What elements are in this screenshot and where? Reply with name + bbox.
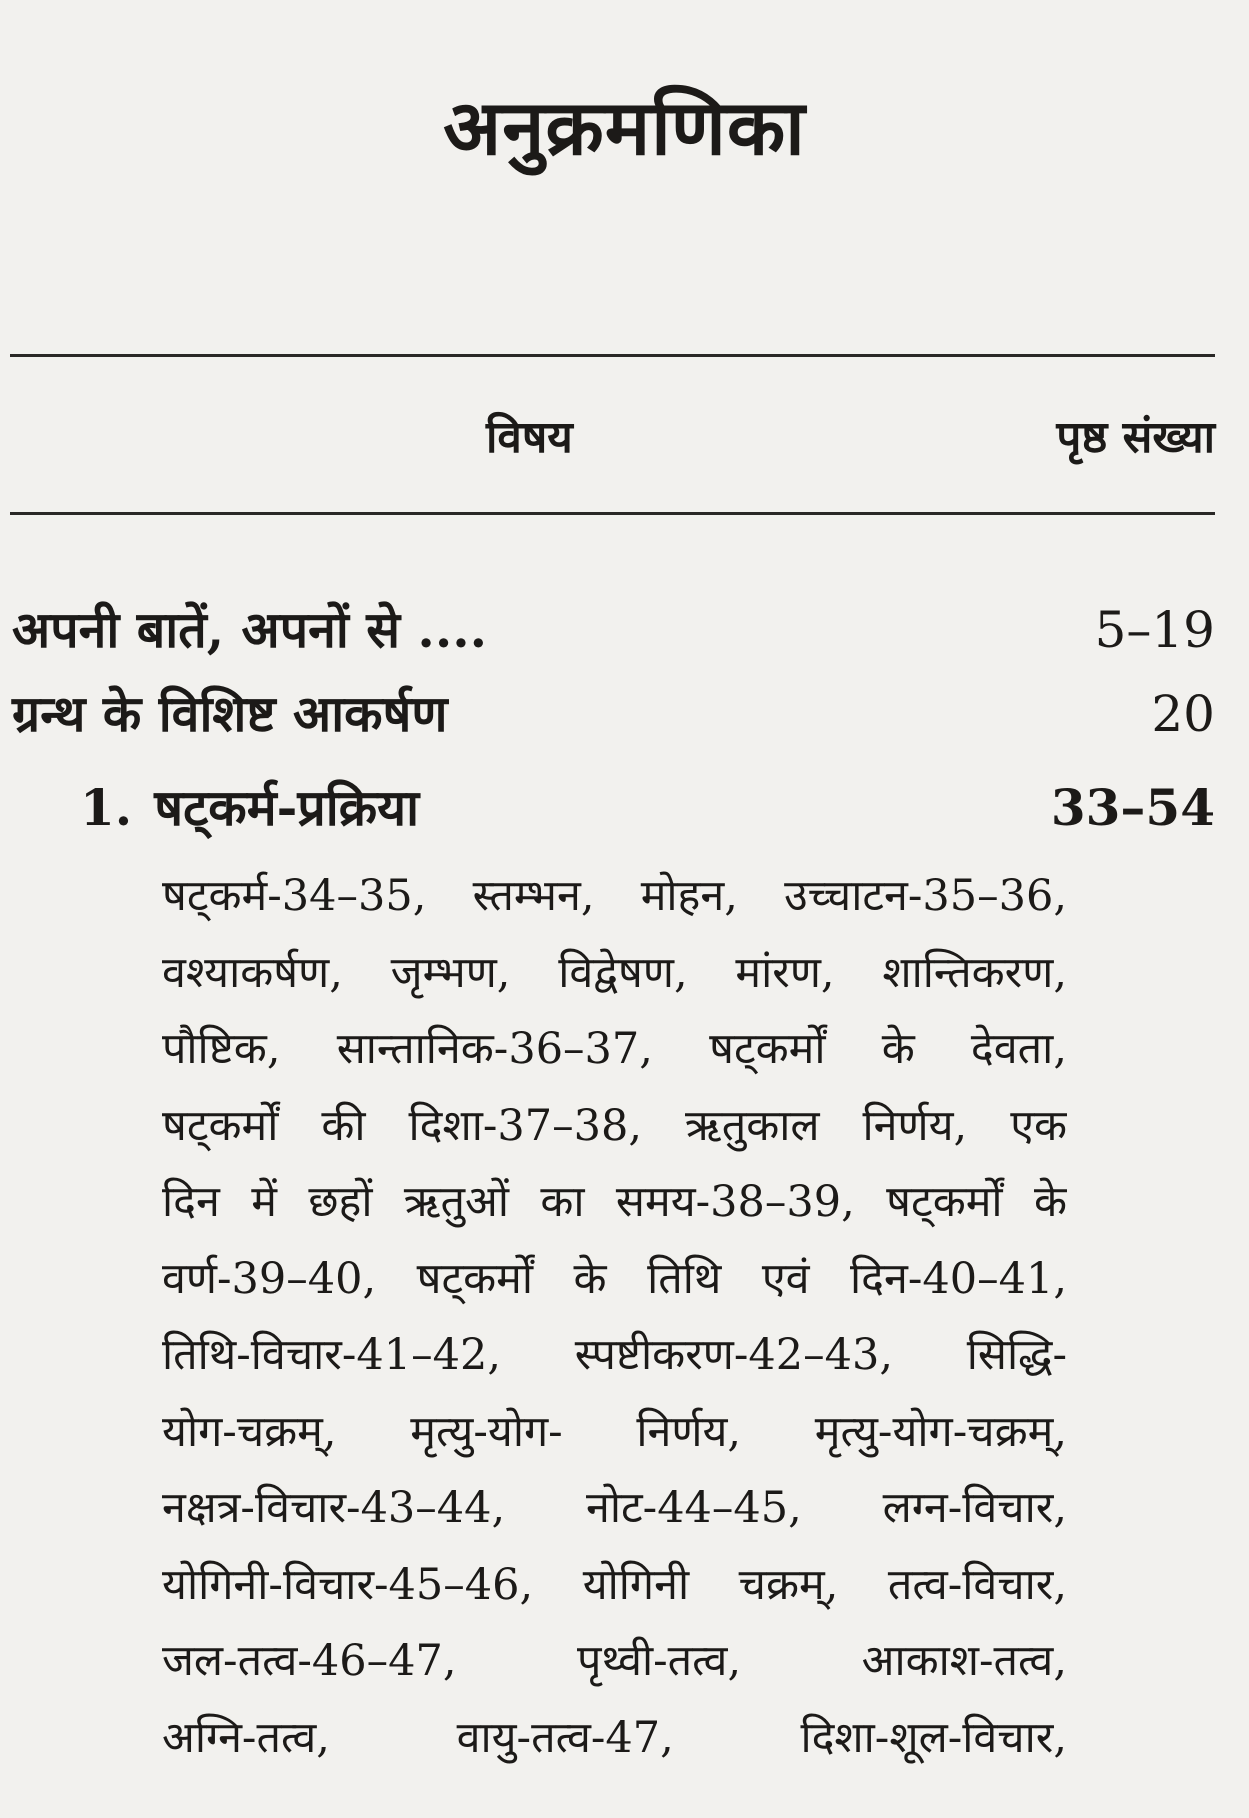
topic-line: वश्याकर्षण, जृम्भण, विद्वेषण, मांरण, शान्तिकरण, bbox=[162, 947, 1067, 998]
chapter-heading bbox=[80, 768, 419, 848]
index-entry bbox=[12, 592, 1215, 668]
topic-line: योग-चक्रम्, मृत्यु-योग- निर्णय, मृत्यु-योग-चक्रम्, bbox=[162, 1406, 1067, 1457]
topic-line: षट्कर्मों की दिशा-37–38, ऋतुकाल निर्णय, एक bbox=[162, 1100, 1067, 1151]
page-title: अनुक्रमणिका bbox=[443, 83, 806, 172]
entry-pages: 5–19 bbox=[1094, 601, 1215, 659]
chapter-pages: 33–54 bbox=[1050, 778, 1215, 837]
topic-line: योगिनी-विचार-45–46, योगिनी चक्रम्, तत्व-विचार, bbox=[162, 1559, 1067, 1610]
entry-label: ग्रन्थ के विशिष्ट आकर्षण bbox=[12, 684, 448, 743]
chapter-number: 1. bbox=[80, 778, 133, 837]
column-header-subject: विषय bbox=[486, 412, 573, 463]
column-header-page-number: पृष्ठ संख्या bbox=[1056, 412, 1215, 463]
topic-line: वर्ण-39–40, षट्कर्मों के तिथि एवं दिन-40–41, bbox=[162, 1253, 1067, 1304]
topic-line: नक्षत्र-विचार-43–44, नोट-44–45, लग्न-विचार, bbox=[162, 1483, 1067, 1533]
chapter-title: षट्कर्म-प्रक्रिया bbox=[154, 778, 420, 837]
topic-line: दिन में छहों ऋतुओं का समय-38–39, षट्कर्मों के bbox=[162, 1177, 1067, 1227]
entry-pages: 20 bbox=[1151, 685, 1215, 743]
chapter-entry bbox=[80, 768, 1215, 848]
chapter-topics bbox=[162, 858, 1067, 1776]
header-bottom-rule bbox=[10, 512, 1215, 515]
entry-label: अपनी बातें, अपनों से .... bbox=[12, 600, 488, 659]
topic-line: तिथि-विचार-41–42, स्पष्टीकरण-42–43, सिद्धि- bbox=[162, 1330, 1067, 1380]
index-entry bbox=[12, 676, 1215, 752]
header-top-rule bbox=[10, 354, 1215, 357]
topic-line: पौष्टिक, सान्तानिक-36–37, षट्कर्मों के देवता, bbox=[162, 1024, 1067, 1074]
topic-line: जल-तत्व-46–47, पृथ्वी-तत्व, आकाश-तत्व, bbox=[162, 1636, 1067, 1686]
topic-line: षट्कर्म-34–35, स्तम्भन, मोहन, उच्चाटन-35–36, bbox=[162, 871, 1067, 921]
topic-line: अग्नि-तत्व, वायु-तत्व-47, दिशा-शूल-विचार, bbox=[162, 1712, 1067, 1763]
